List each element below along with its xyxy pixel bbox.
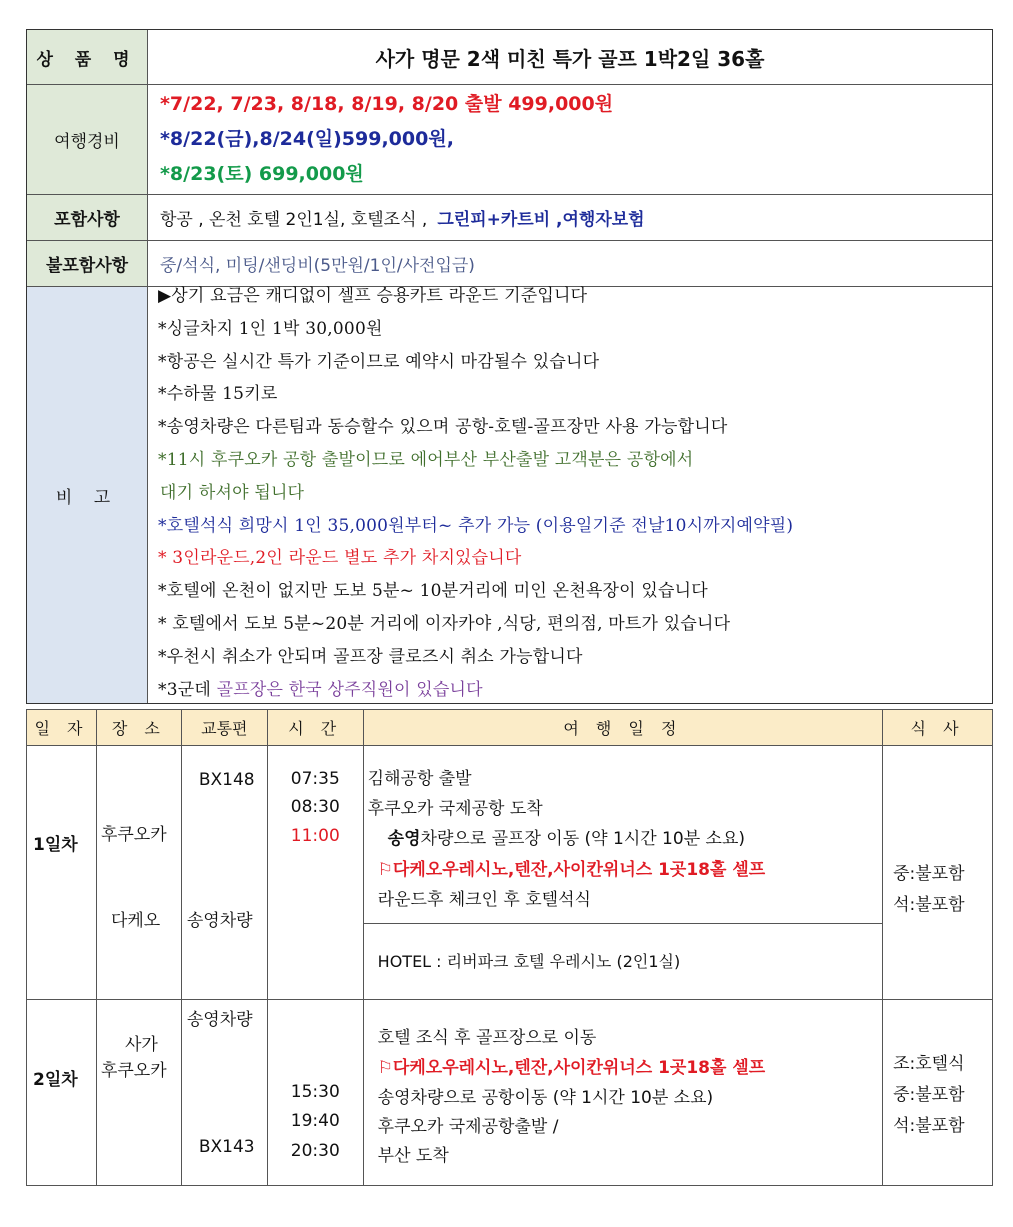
day1-time-cell [267, 746, 363, 1000]
note-item: * 호텔에서 도보 5분~20분 거리에 이자카야 ,식당, 편의점, 마트가 있습니다 [158, 613, 731, 634]
exclude-label: 불포함사항 [27, 241, 148, 286]
header-place: 장 소 [96, 710, 181, 746]
day1-place-cell [96, 746, 181, 1000]
schedule-header-row [27, 710, 993, 746]
day2-place-cell [96, 1000, 181, 1186]
day2-meal-3: 석:불포함 [893, 1116, 965, 1136]
day1-itin-2: 후쿠오카 국제공항 도착 [367, 799, 543, 819]
day1-transport-cell [181, 746, 267, 1000]
day1-meal-1: 중:불포함 [893, 864, 965, 884]
day2-time-3: 20:30 [290, 1141, 340, 1161]
day1-meals-cell [883, 746, 993, 1000]
day1-label: 1일차 [33, 835, 78, 855]
day1-itin-1: 김해공항 출발 [367, 769, 472, 789]
day1-cell [27, 746, 97, 1000]
notes-list [148, 287, 992, 703]
day2-label: 2일차 [33, 1070, 78, 1090]
product-title: 사가 명문 2색 미친 특가 골프 1박2일 36홀 [375, 46, 765, 71]
day2-transport-1: 송영차량 [186, 1010, 253, 1030]
note-item: ▶상기 요금은 캐디없이 셀프 승용카트 라운드 기준입니다 [158, 286, 588, 306]
note-item-last [158, 674, 980, 707]
day1-time-3: 11:00 [290, 826, 340, 846]
include-value [148, 195, 992, 240]
note-item: *항공은 실시간 특가 기준이므로 예약시 마감될수 있습니다 [158, 351, 600, 372]
note-item: *11시 후쿠오카 공항 출발이므로 에어부산 부산출발 고객분은 공항에서 [158, 449, 694, 470]
day2-time-1: 15:30 [290, 1082, 340, 1102]
note-item: *호텔에 온천이 없지만 도보 5분~ 10분거리에 미인 온천욕장이 있습니다 [158, 581, 708, 602]
note-item: *우천시 취소가 안되며 골프장 클로즈시 취소 가능합니다 [158, 646, 583, 667]
include-row [27, 195, 992, 241]
exclude-value: 중/석식, 미팅/샌딩비(5만원/1인/사전입금) [160, 256, 475, 276]
note-item: *송영차량은 다른팀과 동승할수 있으며 공항-호텔-골프장만 사용 가능합니다 [158, 417, 728, 438]
product-info-table [26, 29, 993, 704]
schedule-table [26, 709, 993, 1186]
day2-itin-1: 호텔 조식 후 골프장으로 이동 [377, 1028, 597, 1048]
note-item: *싱글차지 1인 1박 30,000원 [158, 318, 383, 339]
notes-row [27, 287, 992, 703]
day2-itin-3: 송영차량으로 공항이동 (약 1시간 10분 소요) [377, 1088, 714, 1108]
day1-hotel-cell [363, 924, 882, 1000]
day2-cell [27, 1000, 97, 1186]
day2-place-1: 사가 [124, 1035, 158, 1055]
title-label: 상 품 명 [27, 30, 148, 84]
notes-label: 비 고 [27, 287, 148, 703]
day1-itin-3 [388, 824, 745, 849]
day2-itinerary-cell [363, 1000, 882, 1186]
header-transport: 교통편 [181, 710, 267, 746]
price-label: 여행경비 [27, 85, 148, 194]
day1-place-1: 후쿠오카 [100, 825, 167, 845]
day1-itinerary-cell [363, 746, 882, 924]
day2-row [27, 1000, 993, 1186]
day2-golf-course: ⚐ 다케오우레시노,텐잔,사이칸위너스 1곳18홀 셀프 [378, 1053, 766, 1078]
day2-itin-5: 부산 도착 [377, 1146, 449, 1166]
price-list [148, 85, 992, 194]
include-plain: 항공 , 온천 호텔 2인1실, 호텔조식 , [160, 210, 428, 230]
header-day: 일 자 [27, 710, 97, 746]
note-item: *호텔석식 희망시 1인 35,000원부터~ 추가 가능 (이용일기준 전날10시까지예약필) [158, 515, 794, 536]
day1-time-2: 08:30 [290, 797, 340, 817]
day1-transport-1: BX148 [198, 770, 255, 790]
day2-transport-cell [181, 1000, 267, 1186]
day1-time-1: 07:35 [290, 769, 340, 789]
day1-itin-3-bold: 송영 [387, 829, 421, 849]
header-meals: 식 사 [883, 710, 993, 746]
header-time: 시 간 [267, 710, 363, 746]
day1-hotel: HOTEL : 리버파크 호텔 우레시노 (2인1실) [377, 952, 681, 971]
price-line-2: *8/22(금),8/24(일)599,000원, [160, 128, 454, 150]
day2-transport-2: BX143 [198, 1137, 255, 1157]
day1-itin-5: 라운드후 체크인 후 호텔석식 [377, 890, 591, 910]
day2-meal-2: 중:불포함 [893, 1085, 965, 1105]
note-prefix: *3군데 [158, 679, 211, 700]
title-row [27, 30, 992, 85]
day1-golf-course: ⚐ 다케오우레시노,텐잔,사이칸위너스 1곳18홀 셀프 [378, 855, 766, 880]
day1-itin-3-rest: 차량으로 골프장 이동 (약 1시간 10분 소요) [420, 829, 745, 849]
include-highlight: 그린피+카트비 ,여행자보험 [437, 210, 645, 230]
price-row [27, 85, 992, 195]
note-item: * 3인라운드,2인 라운드 별도 추가 차지있습니다 [158, 548, 522, 569]
price-line-1: *7/22, 7/23, 8/18, 8/19, 8/20 출발 499,000원 [160, 93, 614, 115]
day2-itin-4: 후쿠오카 국제공항출발 / [377, 1117, 559, 1137]
price-line-3: *8/23(토) 699,000원 [160, 163, 364, 185]
day2-meal-1: 조:호텔식 [893, 1054, 965, 1074]
note-highlight: 골프장은 한국 상주직원이 있습니다 [210, 679, 483, 700]
header-itinerary: 여 행 일 정 [363, 710, 882, 746]
day2-time-cell [267, 1000, 363, 1186]
day2-time-2: 19:40 [290, 1111, 340, 1131]
day1-place-2: 다케오 [110, 911, 161, 931]
include-label: 포함사항 [27, 195, 148, 240]
day1-meal-2: 석:불포함 [893, 895, 965, 915]
day1-transport-2: 송영차량 [186, 911, 253, 931]
note-item: 대기 하셔야 됩니다 [160, 482, 305, 503]
note-item: *수하물 15키로 [158, 384, 278, 405]
day1-row [27, 746, 993, 924]
day2-place-2: 후쿠오카 [100, 1061, 167, 1081]
day2-meals-cell [883, 1000, 993, 1186]
